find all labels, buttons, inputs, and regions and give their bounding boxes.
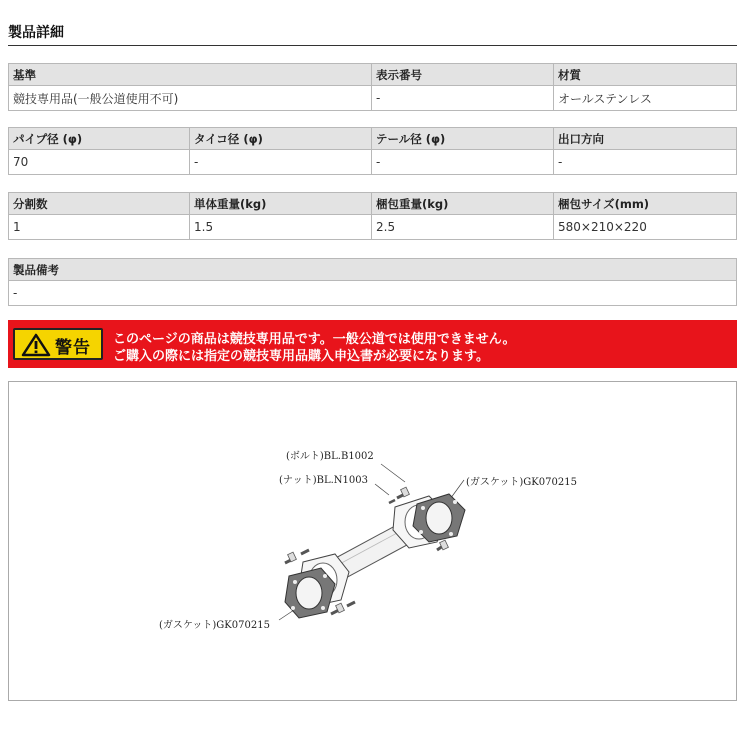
value-unit-weight: 1.5 xyxy=(190,215,372,240)
nut-label: (ナット)BL.N1003 xyxy=(279,475,368,486)
header-material: 材質 xyxy=(554,64,737,86)
value-display-number: - xyxy=(372,86,554,111)
header-display-number: 表示番号 xyxy=(372,64,554,86)
header-product-notes: 製品備考 xyxy=(9,259,737,281)
header-silencer-diameter: タイコ径 (φ) xyxy=(190,128,372,150)
warning-text-line-2: ご購入の際には指定の競技専用品購入申込書が必要になります。 xyxy=(113,349,489,364)
spec-table-diameters xyxy=(8,127,737,175)
gasket-right-label: (ガスケット)GK070215 xyxy=(466,477,577,488)
header-split-count: 分割数 xyxy=(9,193,190,215)
left-gasket xyxy=(285,568,335,618)
title-divider xyxy=(8,45,737,46)
header-tail-diameter: テール径 (φ) xyxy=(372,128,554,150)
value-silencer-diameter: - xyxy=(190,150,372,175)
warning-triangle-icon xyxy=(21,333,51,357)
value-split-count: 1 xyxy=(9,215,190,240)
header-unit-weight: 単体重量(kg) xyxy=(190,193,372,215)
parts-diagram xyxy=(8,381,737,701)
header-package-weight: 梱包重量(kg) xyxy=(372,193,554,215)
spec-table-notes xyxy=(8,258,737,306)
bolt-label: (ボルト)BL.B1002 xyxy=(286,451,374,462)
warning-badge-label: 警告 xyxy=(55,338,91,358)
value-exit-direction: - xyxy=(554,150,737,175)
warning-badge xyxy=(13,328,103,360)
exhaust-pipe-illustration xyxy=(9,382,736,700)
value-package-weight: 2.5 xyxy=(372,215,554,240)
value-product-notes: - xyxy=(9,281,737,306)
value-tail-diameter: - xyxy=(372,150,554,175)
header-package-size: 梱包サイズ(mm) xyxy=(554,193,737,215)
gasket-left-label: (ガスケット)GK070215 xyxy=(159,620,270,631)
spec-table-weights xyxy=(8,192,737,240)
spec-table-standard xyxy=(8,63,737,111)
value-pipe-diameter: 70 xyxy=(9,150,190,175)
header-standard: 基準 xyxy=(9,64,372,86)
warning-banner xyxy=(8,320,737,368)
value-package-size: 580×210×220 xyxy=(554,215,737,240)
value-material: オールステンレス xyxy=(554,86,737,111)
value-standard: 競技専用品(一般公道使用不可) xyxy=(9,86,372,111)
header-pipe-diameter: パイプ径 (φ) xyxy=(9,128,190,150)
header-exit-direction: 出口方向 xyxy=(554,128,737,150)
page-title: 製品詳細 xyxy=(8,25,64,41)
warning-text-line-1: このページの商品は競技専用品です。一般公道では使用できません。 xyxy=(113,332,516,347)
